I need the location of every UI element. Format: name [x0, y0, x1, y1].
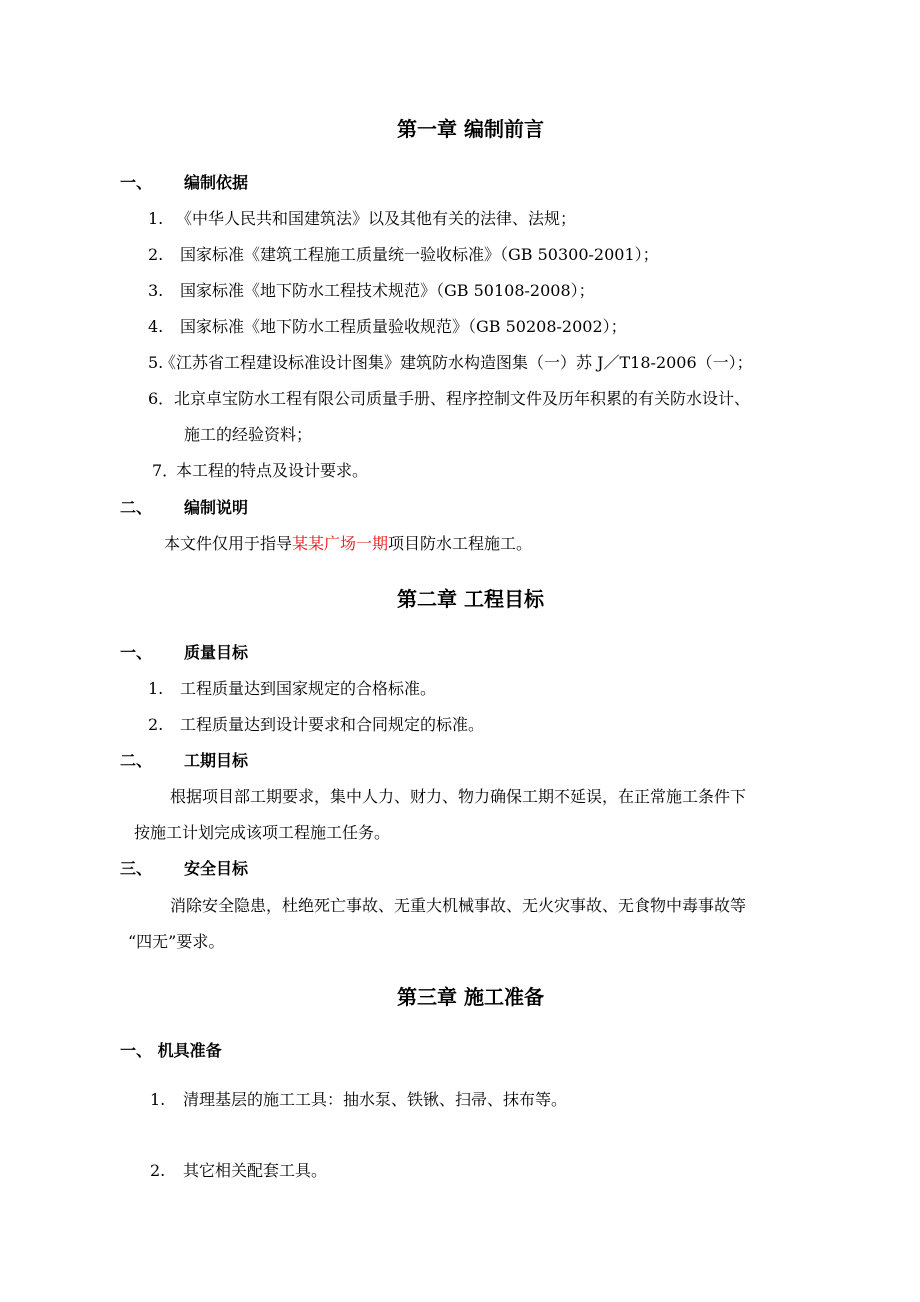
ch1-sec2-paragraph: [164, 536, 532, 552]
ch1-item3-number: 3.: [148, 281, 164, 300]
ch1-item6-continuation: 施工的经验资料；: [184, 425, 313, 444]
chapter-1-title: 第一章 编制前言: [397, 117, 544, 141]
ch1-item5-text: 《江苏省工程建设标准设计图集》建筑防水构造图集（一）苏 J／T18-2006（一）；: [160, 353, 753, 372]
ch2-sec2-line2: 按施工计划完成该项工程施工任务。: [134, 823, 391, 842]
ch1-item1-number: 1.: [148, 209, 164, 228]
ch2-sec2-title: 工期目标: [184, 751, 249, 770]
ch1-item3-text: 国家标准《地下防水工程技术规范》（GB 50108-2008）；: [180, 281, 595, 300]
chapter-3-title: 第三章 施工准备: [397, 985, 544, 1009]
ch1-item6-text: 北京卓宝防水工程有限公司质量手册、程序控制文件及历年积累的有关防水设计、: [174, 389, 751, 408]
ch2-sec1-title: 质量目标: [184, 643, 249, 662]
ch1-item7-text: 本工程的特点及设计要求。: [176, 461, 369, 480]
ch2-item1-number: 1.: [148, 679, 164, 698]
ch1-item4-text: 国家标准《地下防水工程质量验收规范》（GB 50208-2002）；: [180, 317, 627, 336]
ch2-sec1-number: 一、: [120, 643, 153, 662]
ch2-sec2-line1: 根据项目部工期要求，集中人力、财力、物力确保工期不延误，在正常施工条件下: [170, 787, 747, 806]
ch3-item1-number: 1.: [150, 1090, 166, 1109]
ch2-sec3-line2: “四无”要求。: [128, 932, 225, 951]
ch2-item2-text: 工程质量达到设计要求和合同规定的标准。: [180, 715, 485, 734]
ch1-sec1-number: 一、: [120, 173, 153, 192]
ch2-sec2-number: 二、: [120, 751, 153, 770]
ch2-item2-number: 2.: [148, 715, 164, 734]
ch2-sec3-number: 三、: [120, 859, 153, 878]
ch2-sec3-title: 安全目标: [184, 859, 249, 878]
paragraph-text-start: 本文件仅用于指导: [164, 534, 293, 553]
ch3-sec1-heading: 一、 机具准备: [120, 1041, 222, 1060]
ch3-item2-number: 2.: [150, 1161, 166, 1180]
ch1-item7-number: 7．: [152, 461, 179, 480]
chapter-2-title: 第二章 工程目标: [397, 587, 544, 611]
ch1-item6-number: 6．: [148, 389, 175, 408]
ch2-sec3-line1: 消除安全隐患，杜绝死亡事故、无重大机械事故、无火灾事故、无食物中毒事故等: [170, 896, 747, 915]
ch1-sec2-number: 二、: [120, 498, 153, 517]
paragraph-text-end: 项目防水工程施工。: [388, 534, 533, 553]
ch2-item1-text: 工程质量达到国家规定的合格标准。: [180, 679, 437, 698]
ch3-item2-text: 其它相关配套工具。: [183, 1161, 328, 1180]
ch1-item5-number: 5.: [148, 353, 164, 372]
ch1-item1-text: 《中华人民共和国建筑法》以及其他有关的法律、法规；: [176, 209, 577, 228]
ch1-sec2-title: 编制说明: [184, 498, 249, 517]
project-name-highlight: 某某广场一期: [292, 534, 389, 553]
ch1-sec1-title: 编制依据: [184, 173, 249, 192]
ch3-item1-text: 清理基层的施工工具：抽水泵、铁锹、扫帚、抹布等。: [183, 1090, 568, 1109]
ch1-item2-text: 国家标准《建筑工程施工质量统一验收标准》（GB 50300-2001）；: [180, 245, 659, 264]
ch1-item2-number: 2.: [148, 245, 164, 264]
ch1-item4-number: 4.: [148, 317, 164, 336]
